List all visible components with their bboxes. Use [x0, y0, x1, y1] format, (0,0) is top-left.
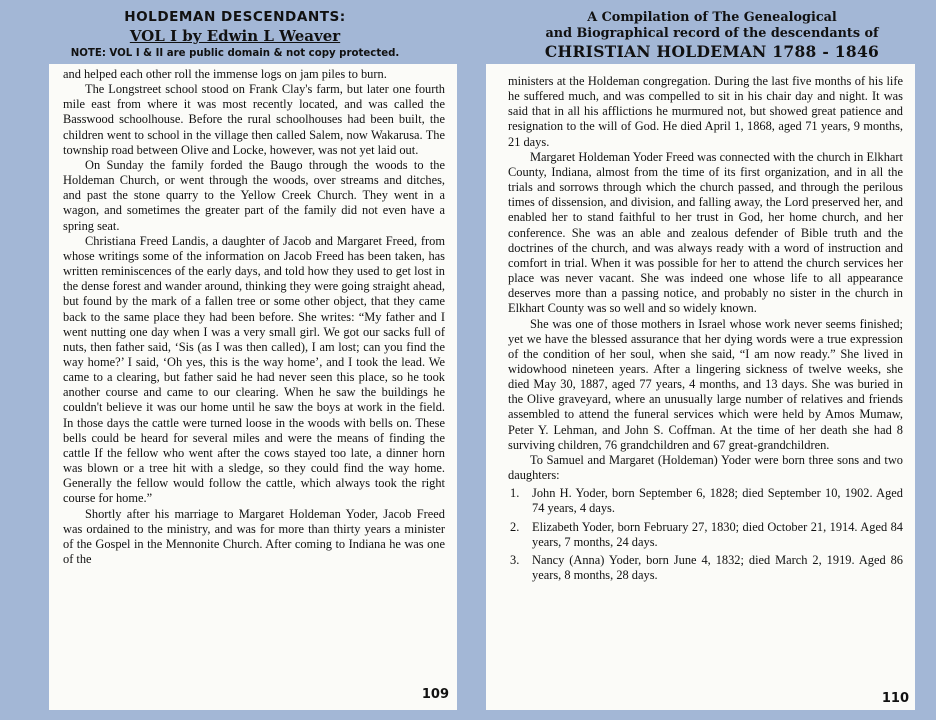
book-volume-author [0, 27, 470, 45]
paragraph: ministers at the Holdeman congregation. During the last five months of his life he suffered much, and was compelled to sit in his chair day and night. It was said that in all his afflictions he murmured not, but showed great patience and resignation to the will of God. He died April 1, 1868, aged 71 years, 9 months, 21 days. [508, 74, 903, 149]
compilation-line-2: and Biographical record of the descendants of [545, 26, 879, 41]
list-number: 1. [510, 486, 520, 501]
book-title: HOLDEMAN DESCENDANTS: [124, 9, 346, 25]
volume-author-text: VOL I by Edwin L Weaver [129, 27, 341, 45]
left-page [49, 64, 457, 710]
copyright-note: NOTE: VOL I & II are public domain & not copy protected. [70, 48, 400, 59]
header-right [488, 0, 936, 64]
list-text: John H. Yoder, born September 6, 1828; died September 10, 1902. Aged 74 years, 4 days. [532, 486, 903, 516]
list-number: 3. [510, 552, 520, 567]
paragraph: The Longstreet school stood on Frank Clay's farm, but later one fourth mile east from where it was most recently located, and was called the Basswood schoolhouse. Before the rural schoolhouses had been built, the children went to school in the village then called Salem, now Wakarusa. The township road between Olive and Locke, however, was not yet laid out. [63, 82, 445, 157]
right-page [486, 64, 915, 710]
list-text: Elizabeth Yoder, born February 27, 1830; died October 21, 1914. Aged 84 years, 7 months, 24 days. [532, 519, 903, 549]
page-number: 110 [881, 691, 909, 706]
list-item [508, 553, 903, 583]
paragraph: and helped each other roll the immense logs on jam piles to burn. [63, 67, 387, 81]
page-number: 109 [421, 687, 449, 702]
list-item [508, 486, 903, 516]
list-number: 2. [510, 519, 520, 534]
compilation-line-1: A Compilation of The Genealogical [587, 10, 837, 25]
paragraph: Christiana Freed Landis, a daughter of Jacob and Margaret Freed, from whose writings some of the information on Jacob Freed has been taken, has written reminiscences of the early days, and told how they used to get lost in the dense forest and wander around, thinking they were going straight ahead, but found by the mark of a fallen tree or some other object, that they came back to the same place they had been before. She writes: “My father and I went nutting one day when I was a very small girl. We got our sacks full of nuts, then father said, ‘Sis (as I was then called), I am lost; can you find the way home?’ I said, ‘Oh yes, this is the way home’, and I took the lead. We came to a clearing, but father said he had never seen this place, so he took another course and came to our clearing. When he saw the buildings he couldn't believe it was our home until he saw the boys at work in the field. In those days the cattle were turned loose in the woods with bells on. These bells could be heard for several miles and were the means of finding the cattle If the fellow who went after the cows stayed too late, a dinner horn was blown or a tree hit with a sledge, so they could find the way home. Generally the fellow would follow the cattle, which always took the right course for home.” [63, 233, 445, 506]
paragraph: Margaret Holdeman Yoder Freed was connected with the church in Elkhart County, Indiana, almost from the time of its first organization, and in all the trials and sorrows through which the church passed, and through the perilous times of dissension, and division, and falling away, the Lord preserved her, and enabled her to stand faithful to her trust in God, her home church, and her conference. She was an able and zealous defender of Bible truth and the doctrines of the church, and was always ready with a word of instruction and comfort in trial. When it was possible for her to attend the church services her place was never vacant. She was indeed one whose life to all appearance deserves more than a passing notice, and probably no sister in the church in Elkhart County was so well and so widely known. [508, 149, 903, 316]
children-list [508, 486, 903, 583]
list-item [508, 520, 903, 550]
paragraph: She was one of those mothers in Israel whose work never seems finished; yet we have the blessed assurance that her dying words were a true expression of the condition of her soul, when she said, “I am now ready.” She lived in widowhood nineteen years. After a lingering sickness of twelve weeks, she died May 30, 1887, aged 77 years, 4 months, and 13 days. She was buried in the Olive graveyard, where an unusually large number of relatives and friends assembled to attend the funeral services which were held by Amos Mumaw, Peter Y. Lehman, and John S. Coffman. At the time of her death she had 8 surviving children, 76 grandchildren and 67 great-grandchildren. [508, 316, 903, 452]
compilation-subject: CHRISTIAN HOLDEMAN 1788 - 1846 [544, 42, 880, 61]
header-left [0, 0, 470, 64]
paragraph: Shortly after his marriage to Margaret Holdeman Yoder, Jacob Freed was ordained to the ministry, and was for more than thirty years a minister of the Gospel in the Mennonite Church. After coming to Indiana he was one of the [63, 506, 445, 566]
list-text: Nancy (Anna) Yoder, born June 4, 1832; died March 2, 1919. Aged 86 years, 8 months, 28 days. [532, 552, 903, 582]
paragraph: To Samuel and Margaret (Holdeman) Yoder were born three sons and two daughters: [508, 452, 903, 483]
paragraph: On Sunday the family forded the Baugo through the woods to the Holdeman Church, or went through the woods, over streams and ditches, and past the stone quarry to the Yellow Creek Church. They went in a wagon, and sometimes the greater part of the family did not even have a spring seat. [63, 157, 445, 233]
